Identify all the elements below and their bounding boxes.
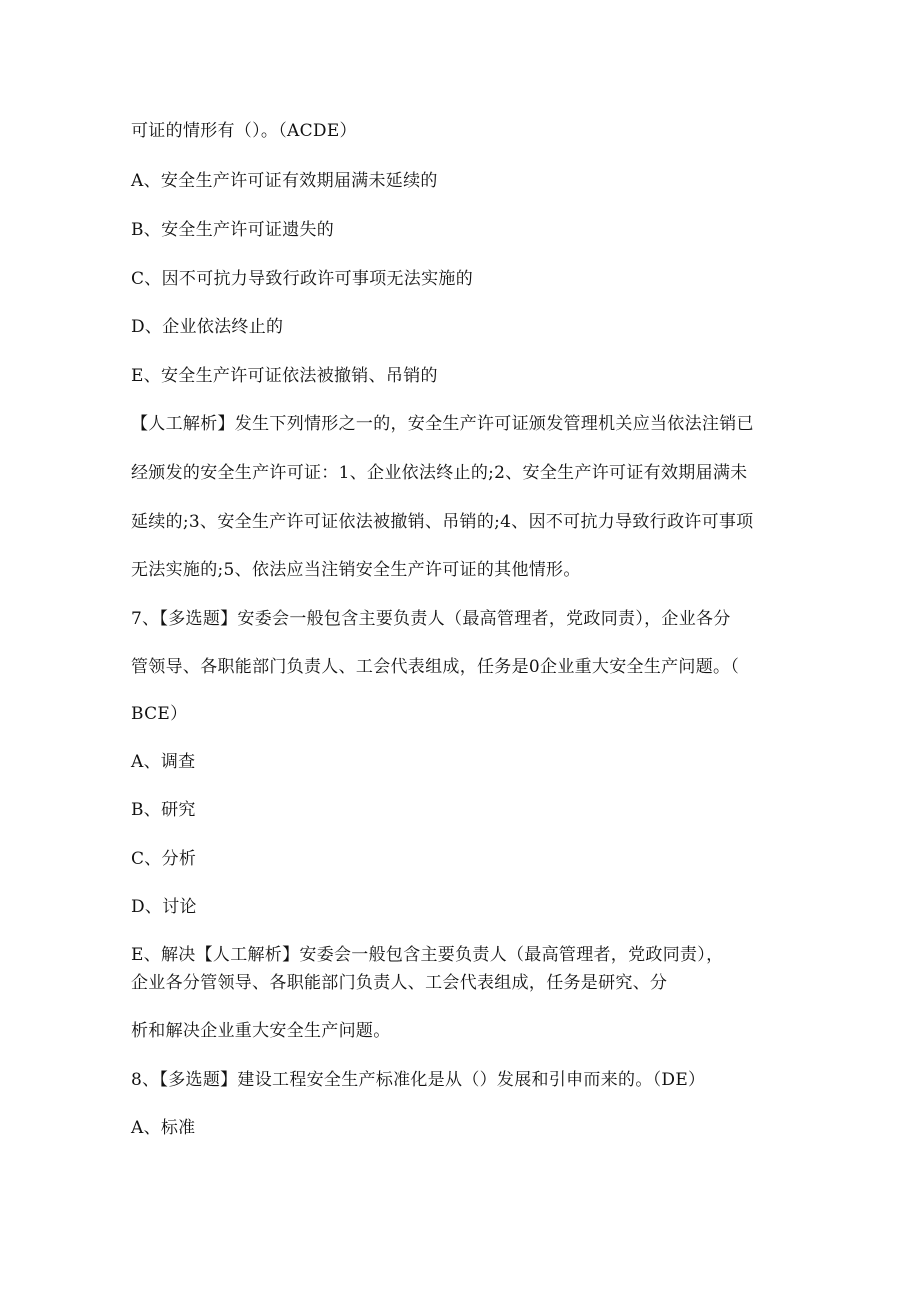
question-6-analysis-line-3: 延续的;3、安全生产许可证依法被撤销、吊销的;4、因不可抗力导致行政许可事项 [131, 512, 754, 532]
question-7-stem-line-2: 管领导、各职能部门负责人、工会代表组成，任务是0企业重大安全生产问题。（ [131, 657, 740, 677]
question-7-option-a: A、调查 [131, 752, 196, 772]
question-6-stem-tail: 可证的情形有（）。（ACDE） [131, 121, 357, 141]
question-7-option-c: C、分析 [131, 849, 197, 869]
question-6-analysis-line-4: 无法实施的;5、依法应当注销安全生产许可证的其他情形。 [131, 560, 581, 580]
question-7-option-d: D、讨论 [131, 897, 197, 917]
question-7-option-e-analysis-line-3: 析和解决企业重大安全生产问题。 [131, 1021, 391, 1041]
question-8-stem: 8、【多选题】建设工程安全生产标准化是从（）发展和引申而来的。（DE） [131, 1070, 706, 1090]
question-7-stem-line-1: 7、【多选题】安委会一般包含主要负责人（最高管理者，党政同责），企业各分 [131, 609, 731, 629]
question-7-stem-line-3: BCE） [131, 704, 188, 724]
question-6-analysis-line-1: 【人工解析】发生下列情形之一的，安全生产许可证颁发管理机关应当依法注销已 [131, 414, 754, 434]
question-7-option-e-analysis-line-2: 企业各分管领导、各职能部门负责人、工会代表组成，任务是研究、分 [131, 973, 668, 993]
question-6-analysis-line-2: 经颁发的安全生产许可证：1、企业依法终止的;2、安全生产许可证有效期届满未 [131, 463, 748, 483]
question-6-option-b: B、安全生产许可证遗失的 [131, 220, 335, 240]
question-6-option-a: A、安全生产许可证有效期届满未延续的 [131, 171, 438, 191]
question-6-option-c: C、因不可抗力导致行政许可事项无法实施的 [131, 269, 474, 289]
question-7-option-b: B、研究 [131, 800, 196, 820]
question-8-option-a: A、标准 [131, 1118, 196, 1138]
question-6-option-e: E、安全生产许可证依法被撤销、吊销的 [131, 366, 438, 386]
question-7-option-e-analysis-line-1: E、解决【人工解析】安委会一般包含主要负责人（最高管理者，党政同责）， [131, 945, 724, 965]
question-6-option-d: D、企业依法终止的 [131, 317, 284, 337]
